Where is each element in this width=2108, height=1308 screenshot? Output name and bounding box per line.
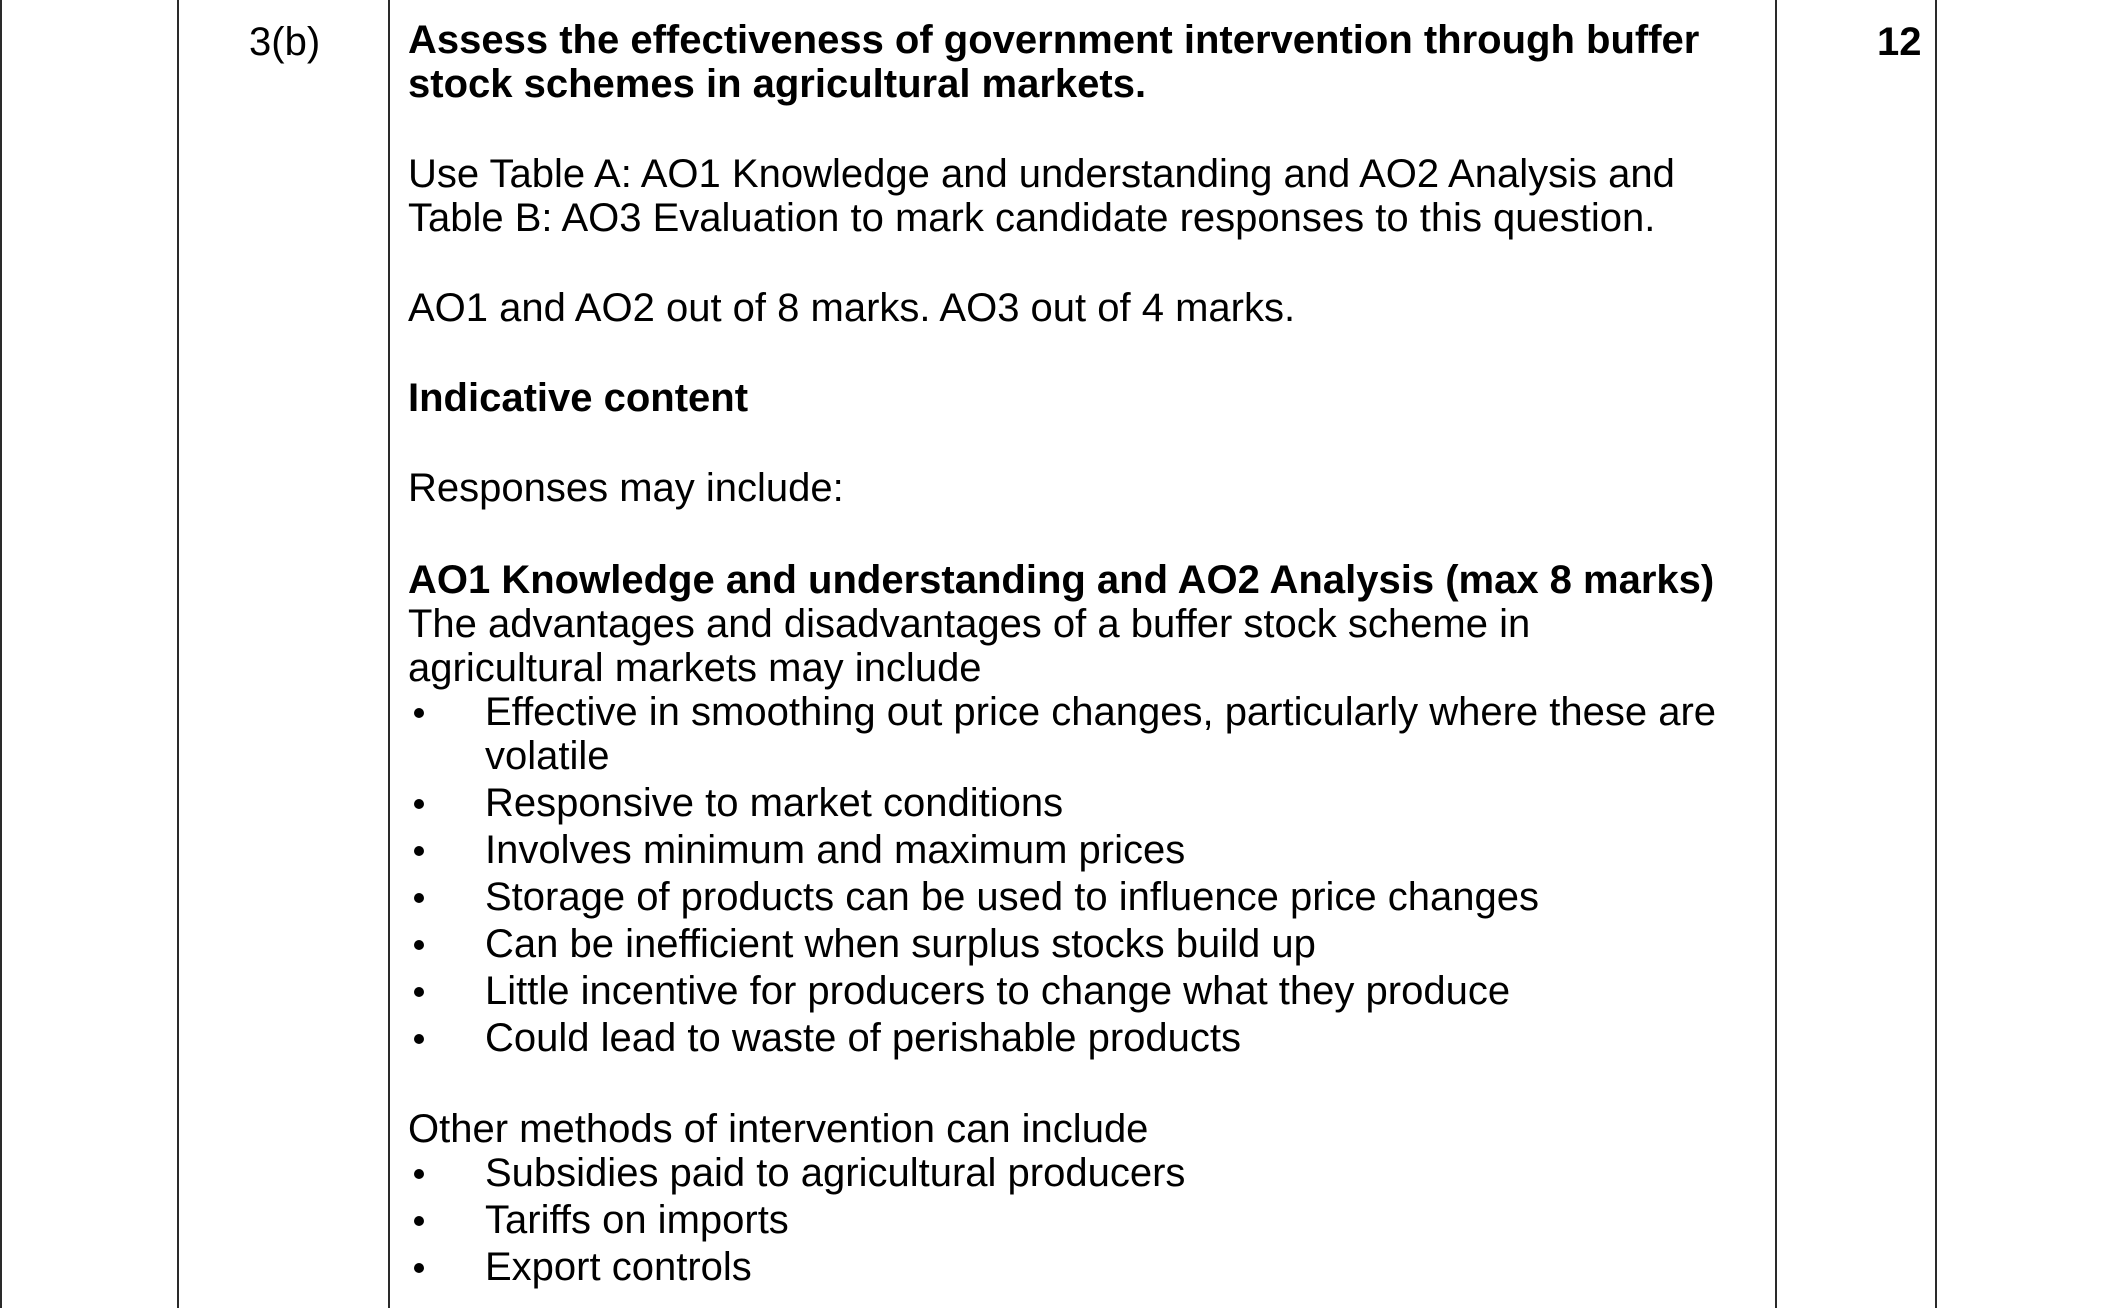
bullet-icon (414, 1034, 424, 1044)
list-item-text: Little incentive for producers to change what they produce (485, 969, 1511, 1013)
ao-heading: AO1 Knowledge and understanding and AO2 Analysis (max 8 marks) (408, 558, 1715, 602)
question-text: Assess the effectiveness of government intervention through buffer stock schemes in agricultural markets. (408, 18, 1700, 106)
list-item (408, 1198, 1776, 1242)
responses-intro: Responses may include: (408, 466, 844, 510)
bullet-icon (414, 1216, 424, 1226)
bullet-icon (414, 708, 424, 718)
list-item-text: Responsive to market conditions (485, 781, 1064, 825)
bullet-icon (414, 799, 424, 809)
list-item (408, 922, 1776, 966)
indicative-heading: Indicative content (408, 376, 749, 420)
list-item (408, 828, 1776, 872)
bullet-icon (414, 846, 424, 856)
list-item (408, 969, 1776, 1013)
list-item-text: Export controls (485, 1245, 752, 1289)
marks-total: 12 (1877, 20, 1922, 64)
list-item (408, 781, 1776, 825)
other-methods-bullet-list (408, 1151, 1776, 1289)
list-item-text: Subsidies paid to agricultural producers (485, 1151, 1186, 1195)
table-border-right (1935, 0, 1937, 1308)
list-item (408, 1151, 1776, 1195)
table-border-answer-col (388, 0, 390, 1308)
mark-split: AO1 and AO2 out of 8 marks. AO3 out of 4 marks. (408, 286, 1296, 330)
list-item-text: Involves minimum and maximum prices (485, 828, 1186, 872)
list-item (408, 690, 1776, 778)
list-item-text: Storage of products can be used to influence price changes (485, 875, 1540, 919)
list-item-text: Tariffs on imports (485, 1198, 789, 1242)
bullet-icon (414, 987, 424, 997)
question-number: 3(b) (249, 20, 321, 64)
list-item-text: Can be inefficient when surplus stocks build up (485, 922, 1316, 966)
marking-instruction: Use Table A: AO1 Knowledge and understanding and AO2 Analysis and Table B: AO3 Evaluation to mark candidate responses to this question. (408, 152, 1675, 240)
answer-content (408, 18, 1776, 1292)
list-item (408, 1245, 1776, 1289)
bullet-icon (414, 1169, 424, 1179)
other-methods-intro: Other methods of intervention can include (408, 1107, 1149, 1151)
list-item-text: Could lead to waste of perishable products (485, 1016, 1242, 1060)
bullet-icon (414, 940, 424, 950)
list-item (408, 1016, 1776, 1060)
list-item-text: Effective in smoothing out price changes, particularly where these are volatile (485, 690, 1717, 778)
table-border-question-col (177, 0, 179, 1308)
list-item (408, 875, 1776, 919)
ao-intro: The advantages and disadvantages of a buffer stock scheme in agricultural markets may include (408, 602, 1531, 690)
ao-bullet-list (408, 690, 1776, 1060)
bullet-icon (414, 1263, 424, 1273)
table-border-left (0, 0, 2, 1308)
bullet-icon (414, 893, 424, 903)
